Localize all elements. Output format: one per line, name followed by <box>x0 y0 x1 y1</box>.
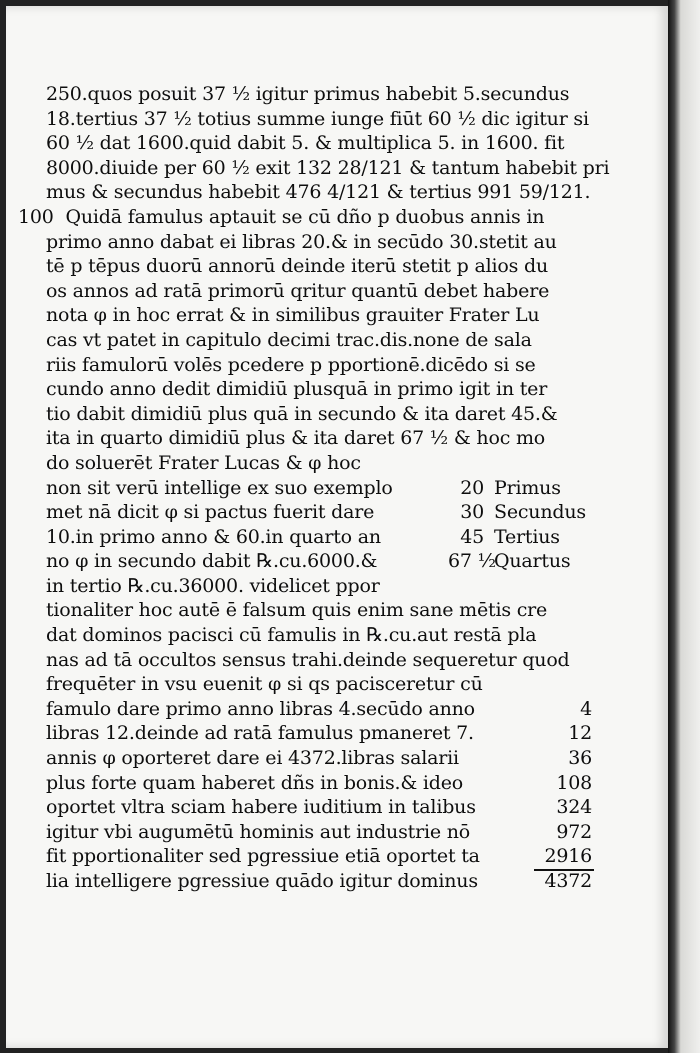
column-row <box>46 721 592 746</box>
text-line: cundo anno dedit dimidiū plusquā in primo igit in ter <box>46 378 548 401</box>
column-row <box>46 820 592 845</box>
text-line: tionaliter hoc autē ē falsum quis enim sane mētis cre <box>46 599 548 622</box>
column-row-number: 4 <box>580 697 592 720</box>
table-row-label: Tertius <box>494 525 560 548</box>
table-row-text: no φ in secundo dabit ℞.cu.6000.& <box>46 550 378 573</box>
column-row-text: lia intelligere pgressiue quādo igitur dominus <box>46 870 478 892</box>
column-row-text: plus forte quam haberet dñs in bonis.& ideo <box>46 771 464 794</box>
column-row-number: 324 <box>556 796 592 819</box>
paragraph-number: 100 <box>18 205 54 228</box>
column-row <box>46 771 592 796</box>
table-row <box>46 476 586 501</box>
text-line: os annos ad ratā primorū qritur quantū debet habere <box>46 279 550 302</box>
column-row-number: 2916 <box>544 845 592 868</box>
text-line: mus & secundus habebit 476 4/121 & tertius 991 59/121. <box>46 181 591 204</box>
column-row <box>46 697 592 722</box>
text-line: tē p tēpus duorū annorū deinde iterū stetit p alios du <box>46 255 548 278</box>
text-line: 60 ½ dat 1600.quid dabit 5. & multiplica 5. in 1600. fit <box>46 132 565 155</box>
table-row-label: Secundus <box>494 501 586 524</box>
text-line: frequēter in vsu euenit φ si qs pacisceretur cū <box>46 673 483 696</box>
text-line: tio dabit dimidiū plus quā in secundo & ita daret 45.& <box>46 402 558 425</box>
text-line: nas ad tā occultos sensus trahi.deinde sequeretur quod <box>46 648 570 671</box>
text-line: 250.quos posuit 37 ½ igitur primus habebit 5.secundus <box>46 83 570 105</box>
text-line: primo anno dabat ei libras 20.& in secūdo 30.stetit au <box>46 230 557 253</box>
text-line: riis famulorū volēs pcedere p pportionē.dicēdo si se <box>46 353 536 376</box>
table-row-number: 20 <box>460 476 484 499</box>
table-row-number: 30 <box>460 501 484 524</box>
table-row-text: met nā dicit φ si pactus fuerit dare <box>46 501 375 524</box>
column-row-number: 4372 <box>544 870 592 892</box>
table-row-label: Primus <box>494 476 561 499</box>
text-line: do soluerēt Frater Lucas & φ hoc <box>46 451 361 474</box>
table-row <box>46 525 586 550</box>
column-row-number: 108 <box>556 771 592 794</box>
column-row <box>46 869 592 894</box>
table-row-number: 45 <box>460 525 484 548</box>
text-line: 18.tertius 37 ½ totius summe iunge fiūt 60 ½ dic igitur si <box>46 107 589 130</box>
column-row <box>46 795 592 820</box>
column-row-text: oportet vltra sciam habere iuditium in talibus <box>46 796 476 819</box>
table-row-label: Quartus <box>494 550 571 573</box>
column-row <box>46 844 592 869</box>
table-row <box>46 549 586 574</box>
column-row-number: 12 <box>568 722 592 745</box>
table-row-number: 67 ½ <box>448 550 496 573</box>
column-row-text: annis φ oporteret dare ei 4372.libras salarii <box>46 747 459 770</box>
column-row-number: 972 <box>556 820 592 843</box>
text-line: ita in quarto dimidiū plus & ita daret 67 ½ & hoc mo <box>46 427 546 450</box>
text-line: cas vt patet in capitulo decimi trac.dis.none de sala <box>46 328 532 351</box>
table-row-text: non sit verū intellige ex suo exemplo <box>46 476 393 499</box>
table-row-text: 10.in primo anno & 60.in quarto an <box>46 525 381 548</box>
column-row-text: igitur vbi augumētū hominis aut industrie nō <box>46 820 470 843</box>
table-row <box>46 500 586 525</box>
book-page <box>6 6 668 1048</box>
column-row <box>46 746 592 771</box>
text-block <box>18 82 610 894</box>
paragraph-text: Quidā famulus aptauit se cū dño p duobus annis in <box>65 205 545 228</box>
paragraph-line <box>18 205 586 230</box>
text-line: dat dominos pacisci cū famulis in ℞.cu.aut restā pla <box>46 624 537 647</box>
column-row-text: fit pportionaliter sed pgressiue etiā oportet ta <box>46 845 480 868</box>
column-row-number: 36 <box>568 747 592 770</box>
page-edge <box>668 0 700 1053</box>
column-row-text: famulo dare primo anno libras 4.secūdo anno <box>46 697 475 720</box>
text-line: nota φ in hoc errat & in similibus grauiter Frater Lu <box>46 304 540 327</box>
column-row-text: libras 12.deinde ad ratā famulus pmaneret 7. <box>46 722 474 745</box>
text-line: in tertio ℞.cu.36000. videlicet ppor <box>46 574 380 597</box>
text-line: 8000.diuide per 60 ½ exit 132 28/121 & tantum habebit pri <box>46 156 610 179</box>
